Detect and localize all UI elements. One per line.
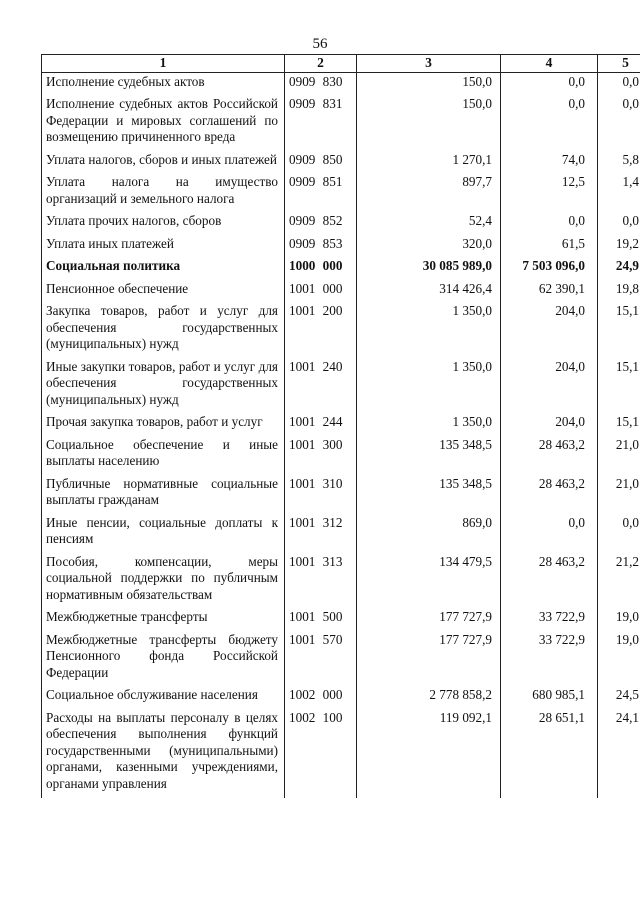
table-row [42, 236, 640, 259]
row-code-cell: 1001 570 [285, 632, 357, 688]
row-actual-cell: 28 463,2 [501, 437, 598, 476]
row-actual-cell: 204,0 [501, 414, 598, 437]
row-code-cell: 1001 500 [285, 609, 357, 632]
column-header-5: 5 [598, 55, 640, 73]
table-row [42, 174, 640, 213]
row-name-cell: Иные пенсии, социальные доплаты к пенсиям [42, 515, 285, 554]
row-actual-cell: 7 503 096,0 [501, 258, 598, 281]
row-code-cell: 0909 831 [285, 96, 357, 152]
table-row [42, 515, 640, 554]
row-actual-cell: 33 722,9 [501, 609, 598, 632]
row-planned-cell: 1 270,1 [357, 152, 501, 175]
row-code-cell: 1001 310 [285, 476, 357, 515]
row-percent-cell: 5,8 [598, 152, 640, 175]
row-actual-cell: 62 390,1 [501, 281, 598, 304]
row-percent-cell: 21,0 [598, 437, 640, 476]
table-row [42, 710, 640, 799]
row-name-cell: Публичные нормативные социальные выплаты гражданам [42, 476, 285, 515]
table-row [42, 687, 640, 710]
row-code-cell: 0909 851 [285, 174, 357, 213]
row-actual-cell: 0,0 [501, 213, 598, 236]
row-planned-cell: 314 426,4 [357, 281, 501, 304]
row-actual-cell: 74,0 [501, 152, 598, 175]
row-name-cell: Пособия, компенсации, меры социальной поддержки по публичным нормативным обязательствам [42, 554, 285, 610]
row-planned-cell: 1 350,0 [357, 414, 501, 437]
row-code-cell: 1001 300 [285, 437, 357, 476]
row-percent-cell: 24,9 [598, 258, 640, 281]
row-code-cell: 0909 850 [285, 152, 357, 175]
table-row [42, 152, 640, 175]
table-row [42, 554, 640, 610]
row-actual-cell: 33 722,9 [501, 632, 598, 688]
row-percent-cell: 0,0 [598, 213, 640, 236]
row-percent-cell: 19,8 [598, 281, 640, 304]
row-code-cell: 1001 313 [285, 554, 357, 610]
row-name-cell: Иные закупки товаров, работ и услуг для обеспечения государственных (муниципальных) нужд [42, 359, 285, 415]
table-row [42, 303, 640, 359]
row-actual-cell: 204,0 [501, 303, 598, 359]
row-code-cell: 0909 830 [285, 72, 357, 96]
row-name-cell: Социальное обслуживание населения [42, 687, 285, 710]
row-percent-cell: 0,0 [598, 72, 640, 96]
row-percent-cell: 21,2 [598, 554, 640, 610]
row-planned-cell: 320,0 [357, 236, 501, 259]
row-planned-cell: 869,0 [357, 515, 501, 554]
row-percent-cell: 15,1 [598, 414, 640, 437]
row-name-cell: Уплата прочих налогов, сборов [42, 213, 285, 236]
row-name-cell: Уплата налога на имущество организаций и земельного налога [42, 174, 285, 213]
row-planned-cell: 177 727,9 [357, 632, 501, 688]
row-actual-cell: 0,0 [501, 96, 598, 152]
row-code-cell: 1001 000 [285, 281, 357, 304]
row-planned-cell: 897,7 [357, 174, 501, 213]
row-percent-cell: 19,0 [598, 632, 640, 688]
table-row [42, 476, 640, 515]
column-header-2: 2 [285, 55, 357, 73]
row-name-cell: Расходы на выплаты персоналу в целях обеспечения выполнения функций государственными (муниципальными) органами, казенными учреждениями, органами управления [42, 710, 285, 799]
table-row [42, 96, 640, 152]
row-actual-cell: 0,0 [501, 515, 598, 554]
row-planned-cell: 177 727,9 [357, 609, 501, 632]
row-actual-cell: 0,0 [501, 72, 598, 96]
row-name-cell: Межбюджетные трансферты бюджету Пенсионного фонда Российской Федерации [42, 632, 285, 688]
row-code-cell: 0909 853 [285, 236, 357, 259]
row-planned-cell: 135 348,5 [357, 437, 501, 476]
page-number: 56 [312, 36, 328, 52]
row-name-cell: Социальное обеспечение и иные выплаты населению [42, 437, 285, 476]
row-planned-cell: 119 092,1 [357, 710, 501, 799]
row-planned-cell: 2 778 858,2 [357, 687, 501, 710]
header-row [42, 55, 640, 73]
table-row [42, 281, 640, 304]
row-percent-cell: 15,1 [598, 303, 640, 359]
row-actual-cell: 204,0 [501, 359, 598, 415]
table-row [42, 632, 640, 688]
row-planned-cell: 150,0 [357, 96, 501, 152]
table-row [42, 359, 640, 415]
row-code-cell: 1001 312 [285, 515, 357, 554]
row-percent-cell: 24,5 [598, 687, 640, 710]
row-percent-cell: 19,0 [598, 609, 640, 632]
row-name-cell: Социальная политика [42, 258, 285, 281]
table-row [42, 258, 640, 281]
row-code-cell: 0909 852 [285, 213, 357, 236]
row-planned-cell: 30 085 989,0 [357, 258, 501, 281]
row-name-cell: Закупка товаров, работ и услуг для обеспечения государственных (муниципальных) нужд [42, 303, 285, 359]
row-planned-cell: 1 350,0 [357, 303, 501, 359]
row-percent-cell: 21,0 [598, 476, 640, 515]
column-header-3: 3 [357, 55, 501, 73]
row-percent-cell: 0,0 [598, 96, 640, 152]
row-actual-cell: 28 651,1 [501, 710, 598, 799]
row-name-cell: Исполнение судебных актов [42, 72, 285, 96]
row-planned-cell: 135 348,5 [357, 476, 501, 515]
row-planned-cell: 150,0 [357, 72, 501, 96]
table-row [42, 414, 640, 437]
column-header-1: 1 [42, 55, 285, 73]
column-header-4: 4 [501, 55, 598, 73]
row-actual-cell: 28 463,2 [501, 476, 598, 515]
table-body [42, 72, 640, 798]
row-code-cell: 1002 000 [285, 687, 357, 710]
row-code-cell: 1002 100 [285, 710, 357, 799]
row-code-cell: 1001 244 [285, 414, 357, 437]
row-name-cell: Исполнение судебных актов Российской Федерации и мировых соглашений по возмещению причиненного вреда [42, 96, 285, 152]
row-percent-cell: 0,0 [598, 515, 640, 554]
table-row [42, 213, 640, 236]
row-actual-cell: 61,5 [501, 236, 598, 259]
row-percent-cell: 15,1 [598, 359, 640, 415]
row-name-cell: Уплата налогов, сборов и иных платежей [42, 152, 285, 175]
table-row [42, 72, 640, 96]
row-actual-cell: 28 463,2 [501, 554, 598, 610]
row-name-cell: Межбюджетные трансферты [42, 609, 285, 632]
row-percent-cell: 1,4 [598, 174, 640, 213]
table-row [42, 609, 640, 632]
row-percent-cell: 19,2 [598, 236, 640, 259]
row-name-cell: Прочая закупка товаров, работ и услуг [42, 414, 285, 437]
row-actual-cell: 680 985,1 [501, 687, 598, 710]
row-code-cell: 1001 240 [285, 359, 357, 415]
row-code-cell: 1000 000 [285, 258, 357, 281]
row-name-cell: Пенсионное обеспечение [42, 281, 285, 304]
row-code-cell: 1001 200 [285, 303, 357, 359]
row-name-cell: Уплата иных платежей [42, 236, 285, 259]
row-planned-cell: 1 350,0 [357, 359, 501, 415]
row-planned-cell: 52,4 [357, 213, 501, 236]
row-planned-cell: 134 479,5 [357, 554, 501, 610]
row-percent-cell: 24,1 [598, 710, 640, 799]
budget-table [41, 54, 640, 798]
table-row [42, 437, 640, 476]
row-actual-cell: 12,5 [501, 174, 598, 213]
